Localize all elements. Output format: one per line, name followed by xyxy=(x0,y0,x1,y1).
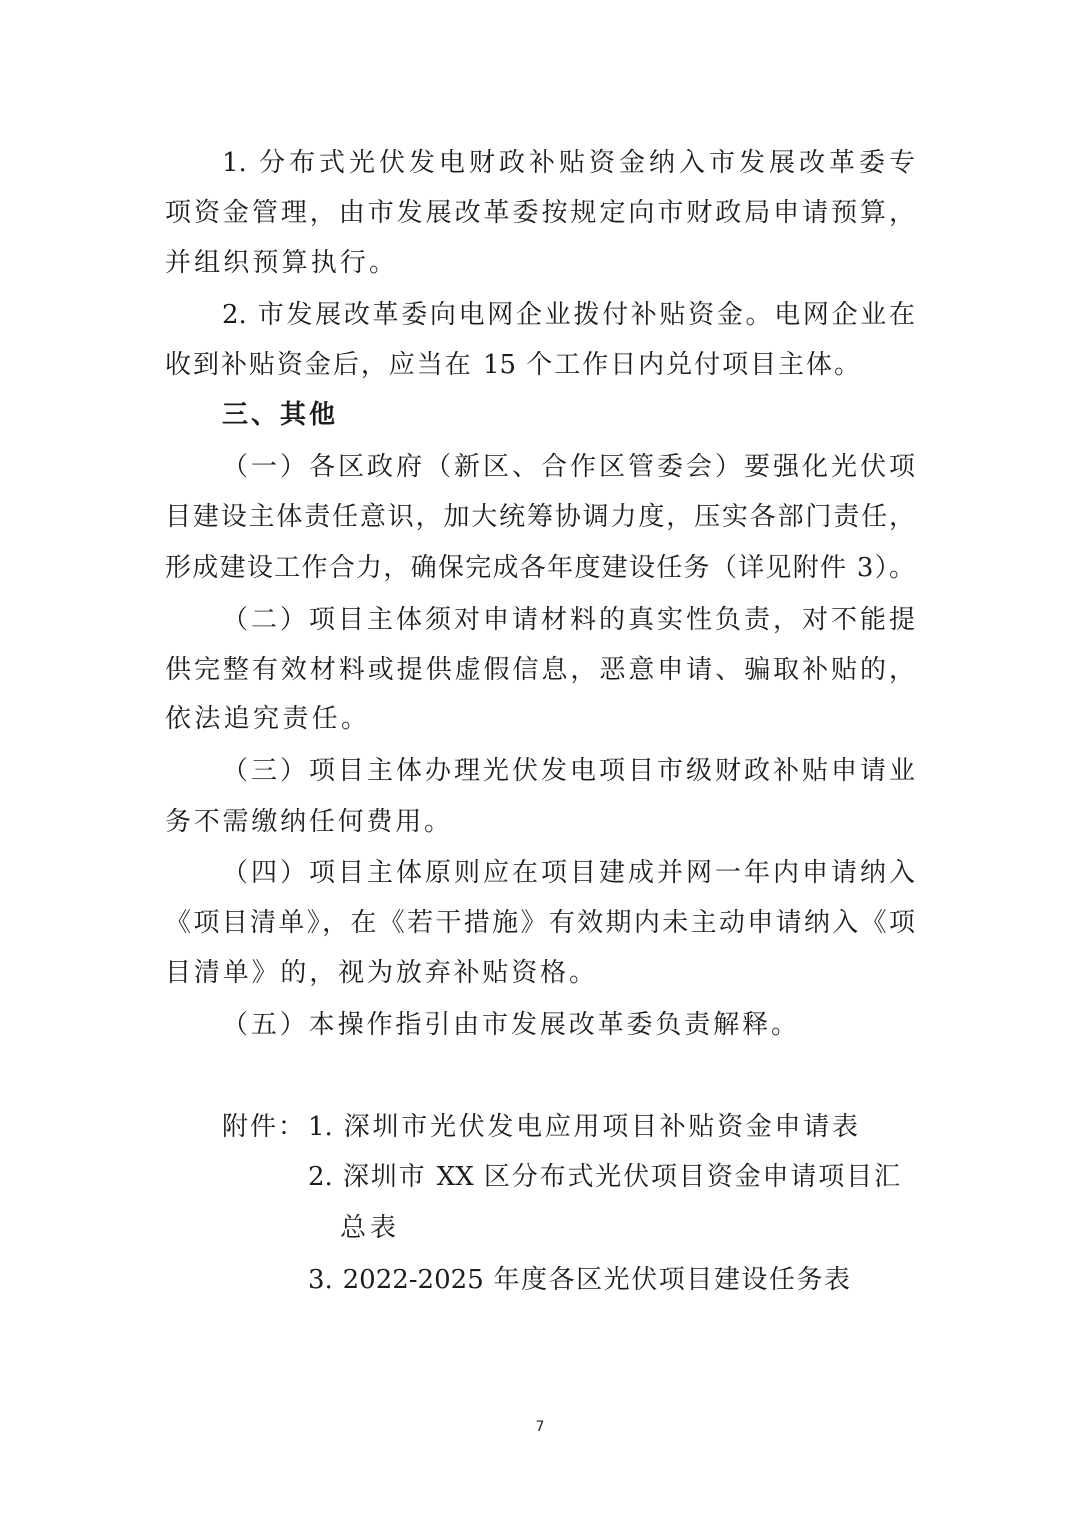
paragraph-line: 供完整有效材料或提供虚假信息，恶意申请、骗取补贴的， xyxy=(165,655,915,685)
paragraph-line: 1. 分布式光伏发电财政补贴资金纳入市发展改革委专 xyxy=(222,148,915,178)
attachments-label: 附件： xyxy=(222,1112,307,1142)
paragraph-line: （二）项目主体须对申请材料的真实性负责，对不能提 xyxy=(222,605,915,635)
attachment-item: 1. 深圳市光伏发电应用项目补贴资金申请表 xyxy=(308,1112,858,1142)
paragraph-line: 收到补贴资金后，应当在 15 个工作日内兑付项目主体。 xyxy=(165,350,860,380)
section-heading: 三、其他 xyxy=(222,400,335,430)
paragraph-line: （五）本操作指引由市发展改革委负责解释。 xyxy=(222,1010,797,1040)
paragraph-line: （三）项目主体办理光伏发电项目市级财政补贴申请业 xyxy=(222,756,915,786)
paragraph-line: 形成建设工作合力，确保完成各年度建设任务（详见附件 3）。 xyxy=(165,553,915,583)
paragraph-line: 目建设主体责任意识，加大统筹协调力度，压实各部门责任， xyxy=(165,502,915,532)
paragraph-line: 依法追究责任。 xyxy=(165,704,367,734)
paragraph-line: 《项目清单》，在《若干措施》有效期内未主动申请纳入《项 xyxy=(165,908,915,938)
paragraph-line: 目清单》的，视为放弃补贴资格。 xyxy=(165,958,595,988)
paragraph-line: 项资金管理，由市发展改革委按规定向市财政局申请预算， xyxy=(165,198,915,228)
attachment-item: 3. 2022-2025 年度各区光伏项目建设任务表 xyxy=(308,1265,850,1295)
attachment-item-continuation: 总表 xyxy=(340,1213,396,1243)
paragraph-line: （一）各区政府（新区、合作区管委会）要强化光伏项 xyxy=(222,452,915,482)
paragraph-line: 务不需缴纳任何费用。 xyxy=(165,807,450,837)
page-number: 7 xyxy=(535,1419,545,1435)
paragraph-line: （四）项目主体原则应在项目建成并网一年内申请纳入 xyxy=(222,858,915,888)
paragraph-line: 并组织预算执行。 xyxy=(165,248,395,278)
attachment-item: 2. 深圳市 XX 区分布式光伏项目资金申请项目汇 xyxy=(308,1162,900,1192)
paragraph-line: 2. 市发展改革委向电网企业拨付补贴资金。电网企业在 xyxy=(222,300,915,330)
